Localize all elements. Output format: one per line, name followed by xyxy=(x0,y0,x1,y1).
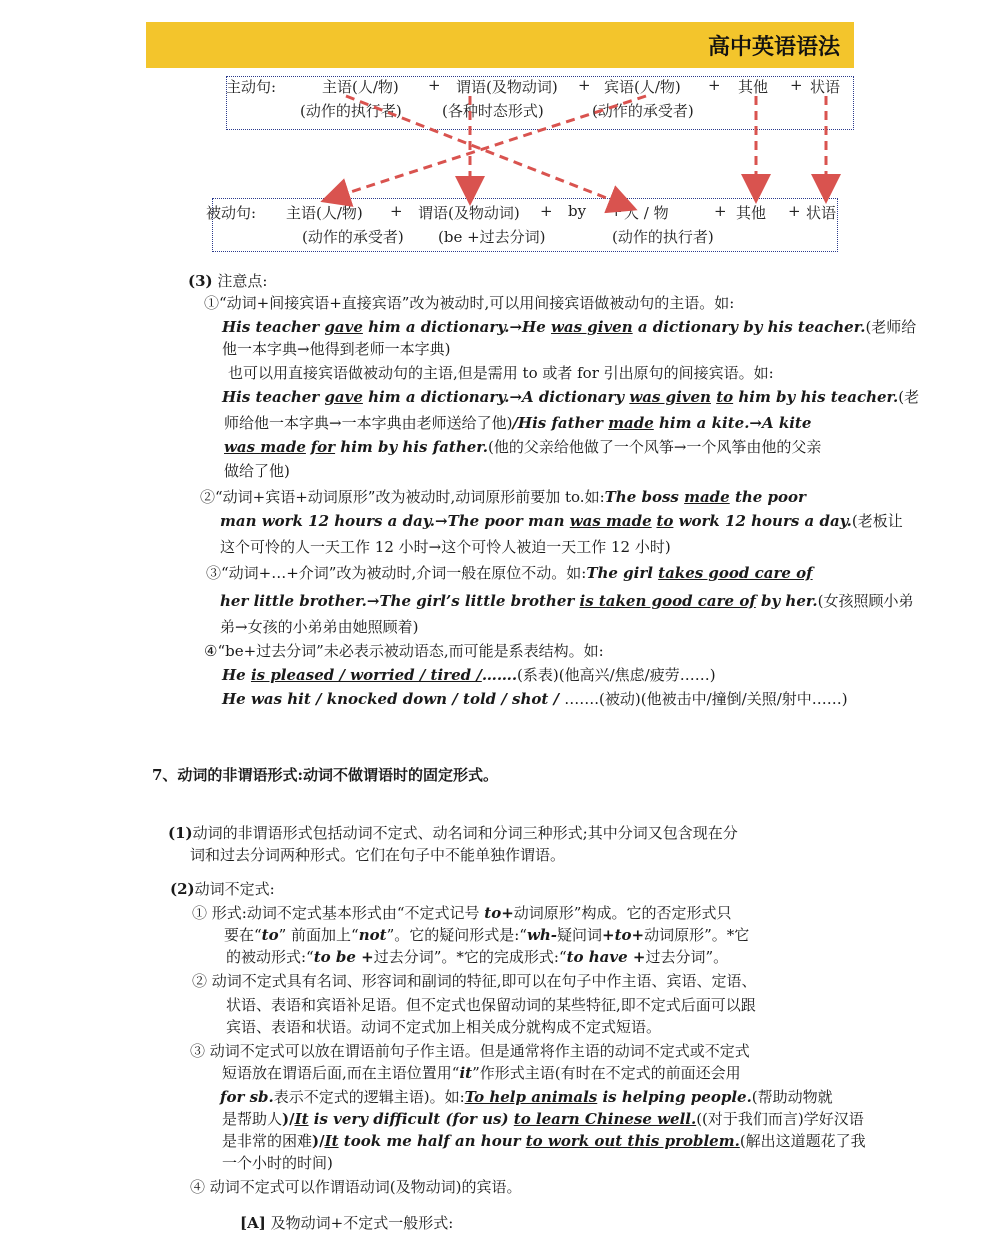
active-plus-4: + xyxy=(790,76,803,94)
arrow-subject-to-agent xyxy=(346,96,632,208)
note4-intro: ④“be+过去分词”未必表示被动语态,而可能是系表结构。如: xyxy=(204,642,604,660)
active-subject: 主语(人/物) xyxy=(322,78,399,96)
infinitive-item3-line5: 是非常的困难)/It took me half an hour to work out this problem.(解出这道题花了我 xyxy=(222,1132,866,1150)
note4-example1: He is pleased / worried / tired /…….(系表)(他高兴/焦虑/疲劳……) xyxy=(222,666,716,684)
active-predicate-note: (各种时态形式) xyxy=(442,102,544,120)
passive-plus-4: + xyxy=(714,202,727,220)
active-plus-3: + xyxy=(708,76,721,94)
active-subject-note: (动作的执行者) xyxy=(300,102,402,120)
transformation-arrows xyxy=(0,0,1000,300)
passive-subject: 主语(人/物) xyxy=(286,204,363,222)
note1-also: 也可以用直接宾语做被动句的主语,但是需用 to 或者 for 引出原句的间接宾语。如: xyxy=(228,364,774,382)
passive-agent: 人 / 物 xyxy=(624,204,669,222)
note2-line3: 这个可怜的人一天工作 12 小时→这个可怜人被迫一天工作 12 小时) xyxy=(220,538,671,556)
infinitive-item3-line6: 一个小时的时间) xyxy=(222,1154,333,1172)
infinitive-item2-line1: ② 动词不定式具有名词、形容词和副词的特征,即可以在句子中作主语、宾语、定语、 xyxy=(192,972,757,990)
note1-example3-cn: 做给了他) xyxy=(224,462,290,480)
infinitive-item1-line3: 的被动形式:“to be +过去分词”。*它的完成形式:“to have +过去分词”。 xyxy=(226,948,729,966)
infinitive-item2-line2: 状语、表语和宾语补足语。但不定式也保留动词的某些特征,即不定式后面可以跟 xyxy=(226,996,756,1014)
section7-p1-line1: (1)动词的非谓语形式包括动词不定式、动名词和分词三种形式;其中分词又包含现在分 xyxy=(168,824,738,842)
active-other: 其他 xyxy=(738,78,769,96)
passive-plus-5: + xyxy=(788,202,801,220)
passive-plus-2: + xyxy=(540,202,553,220)
active-object: 宾语(人/物) xyxy=(604,78,681,96)
passive-subject-note: (动作的承受者) xyxy=(302,228,404,246)
passive-other: 其他 xyxy=(736,204,767,222)
arrow-object-to-subject xyxy=(326,96,646,200)
infinitive-item3-line3: for sb.表示不定式的逻辑主语)。如:To help animals is helping people.(帮助动物就 xyxy=(220,1088,833,1106)
passive-by: by xyxy=(568,202,587,220)
infinitive-item3-line4: 是帮助人)/It is very difficult (for us) to learn Chinese well.((对于我们而言)学好汉语 xyxy=(222,1110,864,1128)
section7-title: 7、动词的非谓语形式:动词不做谓语时的固定形式。 xyxy=(152,766,498,784)
section7-p2-title: (2)动词不定式: xyxy=(170,880,275,898)
note1-example3: 师给他一本字典→一本字典由老师送给了他)/His father made him a kite.→A kite xyxy=(224,414,812,432)
passive-adverbial: 状语 xyxy=(806,204,837,222)
infinitive-item2-line3: 宾语、表语和状语。动词不定式加上相关成分就构成不定式短语。 xyxy=(226,1018,662,1036)
active-plus-2: + xyxy=(578,76,591,94)
infinitive-item3-line2: 短语放在谓语后面,而在主语位置用“it”作形式主语(有时在不定式的前面还会用 xyxy=(222,1064,741,1082)
note1-example1-cn: 他一本字典→他得到老师一本字典) xyxy=(222,340,451,358)
subsection-a: [A] 及物动词+不定式一般形式: xyxy=(240,1214,454,1232)
passive-predicate: 谓语(及物动词) xyxy=(418,204,520,222)
passive-label: 被动句: xyxy=(206,204,257,222)
active-label: 主动句: xyxy=(226,78,277,96)
note1-example1: His teacher gave him a dictionary.→He was given a dictionary by his teacher.(老师给 xyxy=(222,318,917,336)
passive-plus-1: + xyxy=(390,202,403,220)
active-plus-1: + xyxy=(428,76,441,94)
note1-example3-cont: was made for him by his father.(他的父亲给他做了一个风筝→一个风筝由他的父亲 xyxy=(224,438,822,456)
active-adverbial: 状语 xyxy=(810,78,841,96)
note2-line1: ②“动词+宾语+动词原形”改为被动时,动词原形前要加 to.如:The boss made the poor xyxy=(200,488,806,506)
infinitive-item3-line1: ③ 动词不定式可以放在谓语前句子作主语。但是通常将作主语的动词不定式或不定式 xyxy=(190,1042,750,1060)
note3-line1: ③“动词+…+介词”改为被动时,介词一般在原位不动。如:The girl takes good care of xyxy=(206,564,813,582)
infinitive-item4: ④ 动词不定式可以作谓语动词(及物动词)的宾语。 xyxy=(190,1178,522,1196)
active-object-note: (动作的承受者) xyxy=(592,102,694,120)
infinitive-item1-line1: ① 形式:动词不定式基本形式由“不定式记号 to+动词原形”构成。它的否定形式只 xyxy=(192,904,732,922)
note1-example2: His teacher gave him a dictionary.→A dictionary was given to him by his teacher.(老 xyxy=(222,388,920,406)
passive-predicate-note: (be +过去分词) xyxy=(438,228,546,246)
note4-example2: He was hit / knocked down / told / shot / …….(被动)(他被击中/撞倒/关照/射中……) xyxy=(222,690,848,708)
header-title: 高中英语语法 xyxy=(707,35,840,60)
infinitive-item1-line2: 要在“to” 前面加上“not”。它的疑问形式是:“wh-疑问词+to+动词原形”。*它 xyxy=(224,926,750,944)
note3-line2: her little brother.→The girl’s little brother is taken good care of by her.(女孩照顾小弟 xyxy=(220,592,914,610)
note3-line3: 弟→女孩的小弟弟由她照顾着) xyxy=(220,618,419,636)
passive-plus-3: + xyxy=(610,202,623,220)
notes-heading: (3) 注意点: xyxy=(188,272,268,290)
note1-intro: ①“动词+间接宾语+直接宾语”改为被动时,可以用间接宾语做被动句的主语。如: xyxy=(204,294,735,312)
note2-line2: man work 12 hours a day.→The poor man was made to work 12 hours a day.(老板让 xyxy=(220,512,903,530)
section7-p1-line2: 词和过去分词两种形式。它们在句子中不能单独作谓语。 xyxy=(190,846,566,864)
passive-agent-note: (动作的执行者) xyxy=(612,228,714,246)
active-predicate: 谓语(及物动词) xyxy=(456,78,558,96)
